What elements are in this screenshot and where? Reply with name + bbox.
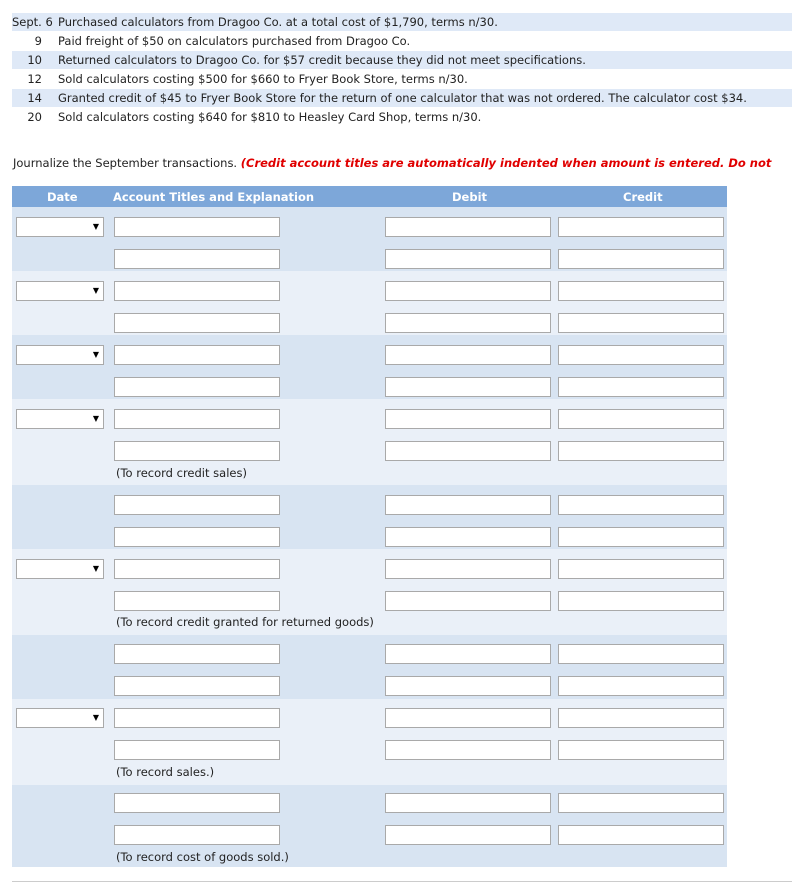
credit-input[interactable] — [558, 441, 724, 461]
debit-input[interactable] — [385, 217, 551, 237]
credit-input[interactable] — [558, 495, 724, 515]
chevron-down-icon: ▼ — [92, 350, 99, 359]
debit-input[interactable] — [385, 345, 551, 365]
debit-input[interactable] — [385, 559, 551, 579]
debit-input[interactable] — [385, 825, 551, 845]
credit-input[interactable] — [558, 217, 724, 237]
transaction-date: 10 — [27, 53, 42, 67]
header-account: Account Titles and Explanation — [113, 190, 315, 204]
credit-input[interactable] — [558, 281, 724, 301]
header-credit: Credit — [623, 190, 663, 204]
date-select[interactable] — [16, 708, 104, 728]
account-title-input[interactable] — [114, 676, 280, 696]
header-debit: Debit — [452, 190, 488, 204]
account-title-input[interactable] — [114, 644, 280, 664]
transaction-date: 20 — [27, 110, 42, 124]
debit-input[interactable] — [385, 591, 551, 611]
credit-input[interactable] — [558, 793, 724, 813]
debit-input[interactable] — [385, 281, 551, 301]
debit-input[interactable] — [385, 793, 551, 813]
account-title-input[interactable] — [114, 217, 280, 237]
date-select[interactable] — [16, 345, 104, 365]
instruction-note: (Credit account titles are automatically indented when amount is entered. Do not — [240, 156, 772, 170]
debit-input[interactable] — [385, 313, 551, 333]
credit-input[interactable] — [558, 249, 724, 269]
debit-input[interactable] — [385, 377, 551, 397]
credit-input[interactable] — [558, 377, 724, 397]
debit-input[interactable] — [385, 495, 551, 515]
transaction-row — [12, 13, 792, 31]
transaction-text: Sold calculators costing $500 for $660 to Fryer Book Store, terms n/30. — [58, 72, 468, 86]
transaction-date: 14 — [27, 91, 42, 105]
account-title-input[interactable] — [114, 825, 280, 845]
debit-input[interactable] — [385, 740, 551, 760]
credit-input[interactable] — [558, 676, 724, 696]
account-title-input[interactable] — [114, 527, 280, 547]
account-title-input[interactable] — [114, 409, 280, 429]
entry-explanation: (To record credit granted for returned goods) — [116, 615, 374, 629]
credit-input[interactable] — [558, 345, 724, 365]
journal-header — [12, 186, 727, 207]
account-title-input[interactable] — [114, 313, 280, 333]
debit-input[interactable] — [385, 644, 551, 664]
account-title-input[interactable] — [114, 793, 280, 813]
debit-input[interactable] — [385, 441, 551, 461]
account-title-input[interactable] — [114, 559, 280, 579]
account-title-input[interactable] — [114, 281, 280, 301]
debit-input[interactable] — [385, 676, 551, 696]
date-select[interactable] — [16, 559, 104, 579]
transaction-row — [12, 89, 792, 107]
transaction-row — [12, 51, 792, 69]
account-title-input[interactable] — [114, 345, 280, 365]
transaction-row — [12, 32, 792, 50]
account-title-input[interactable] — [114, 708, 280, 728]
transaction-date: 9 — [34, 34, 42, 48]
entry-explanation: (To record cost of goods sold.) — [116, 850, 289, 864]
account-title-input[interactable] — [114, 740, 280, 760]
entry-explanation: (To record sales.) — [116, 765, 215, 779]
date-select[interactable] — [16, 217, 104, 237]
credit-input[interactable] — [558, 644, 724, 664]
account-title-input[interactable] — [114, 591, 280, 611]
chevron-down-icon: ▼ — [92, 286, 99, 295]
transaction-text: Sold calculators costing $640 for $810 to Heasley Card Shop, terms n/30. — [58, 110, 482, 124]
chevron-down-icon: ▼ — [92, 564, 99, 573]
debit-input[interactable] — [385, 409, 551, 429]
transaction-text: Granted credit of $45 to Fryer Book Store for the return of one calculator that was not ordered. The calculator cost $34. — [58, 91, 747, 105]
credit-input[interactable] — [558, 591, 724, 611]
account-title-input[interactable] — [114, 495, 280, 515]
credit-input[interactable] — [558, 740, 724, 760]
instruction — [13, 156, 771, 170]
account-title-input[interactable] — [114, 249, 280, 269]
chevron-down-icon: ▼ — [92, 222, 99, 231]
entry-explanation: (To record credit sales) — [116, 466, 247, 480]
chevron-down-icon: ▼ — [92, 713, 99, 722]
debit-input[interactable] — [385, 527, 551, 547]
credit-input[interactable] — [558, 313, 724, 333]
transaction-date: Sept. 6 — [12, 15, 53, 29]
debit-input[interactable] — [385, 708, 551, 728]
debit-input[interactable] — [385, 249, 551, 269]
transaction-row — [12, 70, 792, 88]
date-select[interactable] — [16, 281, 104, 301]
credit-input[interactable] — [558, 409, 724, 429]
transaction-text: Purchased calculators from Dragoo Co. at a total cost of $1,790, terms n/30. — [58, 15, 498, 29]
credit-input[interactable] — [558, 825, 724, 845]
credit-input[interactable] — [558, 527, 724, 547]
instruction-text: Journalize the September transactions. — [13, 156, 241, 170]
date-select[interactable] — [16, 409, 104, 429]
account-title-input[interactable] — [114, 441, 280, 461]
chevron-down-icon: ▼ — [92, 414, 99, 423]
credit-input[interactable] — [558, 559, 724, 579]
transaction-text: Returned calculators to Dragoo Co. for $57 credit because they did not meet specifications. — [58, 53, 586, 67]
credit-input[interactable] — [558, 708, 724, 728]
transaction-row — [12, 108, 792, 126]
header-date: Date — [47, 190, 78, 204]
divider — [12, 881, 792, 882]
account-title-input[interactable] — [114, 377, 280, 397]
transaction-text: Paid freight of $50 on calculators purchased from Dragoo Co. — [58, 34, 411, 48]
transaction-date: 12 — [27, 72, 42, 86]
